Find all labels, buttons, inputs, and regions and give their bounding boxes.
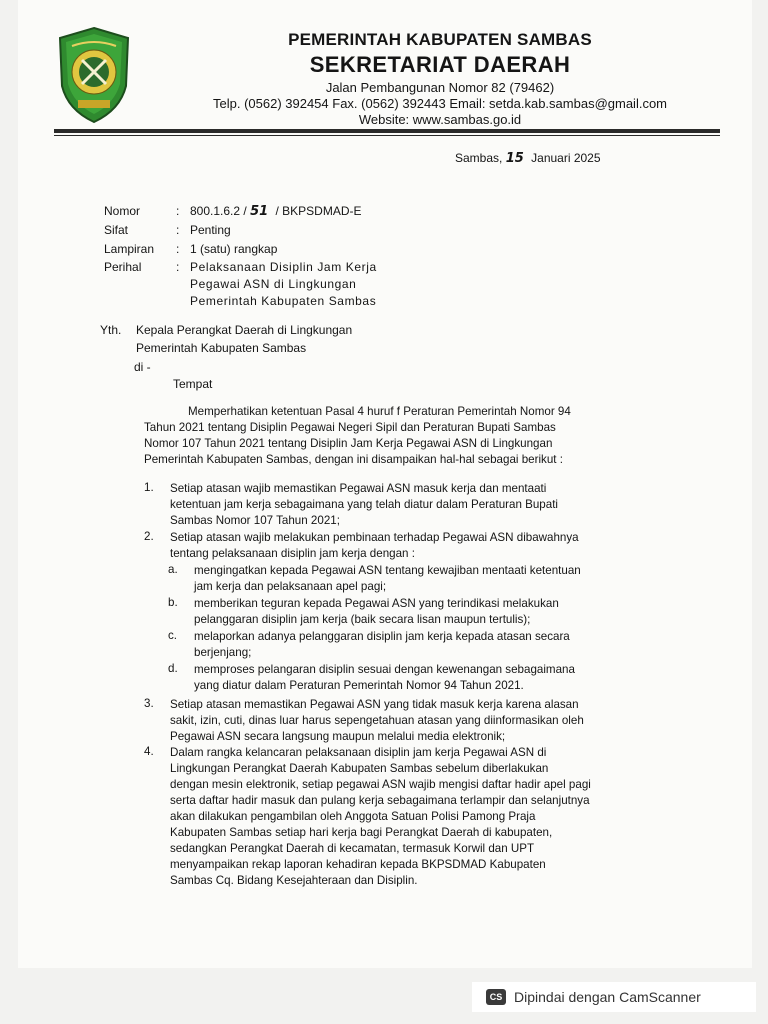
sub-item-b: b. memberikan teguran kepada Pegawai ASN yang terindikasi melakukan pelanggaran disiplin jam kerja (baik secara lisan maupun tertulis); [168,596,559,626]
list-item-1: 1. Setiap atasan wajib memastikan Pegawai ASN masuk kerja dan mentaati ketentuan jam kerja sebagaimana yang telah diatur dalam Peraturan Bupati Sambas Nomor 107 Tahun 2021; [144,481,558,527]
list-item-4: 4. Dalam rangka kelancaran pelaksanaan disiplin jam kerja Pegawai ASN di Lingkungan Perangkat Daerah Kabupaten Sambas sebelum diberlakukan dengan mesin elektronik, setiap pegawai ASN wajib mengisi daftar hadir apel pagi serta daftar hadir masuk dan pulang kerja sebagaimana terlampir dan selanjutnya akan dilakukan pengambilan oleh Anggota Satuan Polisi Pamong Praja Kabupaten Sambas setiap hari kerja bagi Perangkat Daerah di kabupaten, sedangkan Perangkat Daerah di kecamatan, termasuk Korwil dan UPT menyampaikan rekap laporan kehadiran kepada BKPSDMAD Kabupaten Sambas Cq. Bidang Kesejahteraan dan Disiplin. [144,745,591,887]
meta-sifat: Sifat : Penting [104,223,231,237]
header-government: PEMERINTAH KABUPATEN SAMBAS [288,30,592,49]
header-secretariat: SEKRETARIAT DAERAH [309,52,571,77]
date-month-year: Januari 2025 [531,151,601,165]
letter-date [455,151,601,166]
camscanner-watermark [472,982,756,1012]
header-address: Jalan Pembangunan Nomor 82 (79462) [325,80,555,95]
header-contact: Telp. (0562) 392454 Fax. (0562) 392443 Email: setda.kab.sambas@gmail.com [213,96,667,111]
meta-perihal: Perihal : Pelaksanaan Disiplin Jam Kerja Pegawai ASN di Lingkungan Pemerintah Kabupaten Sambas [104,260,377,308]
date-prefix: Sambas, [455,151,503,165]
nomor-prefix: 800.1.6.2 / [190,204,247,218]
nomor-handwritten: 51 [250,204,269,219]
header-rule-thin [54,135,720,136]
header-website: Website: www.sambas.go.id [358,112,522,127]
header-rule-thick [54,129,720,133]
list-item-2: 2. Setiap atasan wajib melakukan pembinaan terhadap Pegawai ASN dibawahnya tentang pelaksanaan disiplin jam kerja dengan : [144,530,579,560]
sub-item-d: d. memproses pelangaran disiplin sesuai dengan kewenangan sebagaimana yang diatur dalam Peraturan Pemerintah Nomor 94 Tahun 2021. [168,662,575,692]
sub-item-a: a. mengingatkan kepada Pegawai ASN tentang kewajiban mentaati ketentuan jam kerja dan pelaksanaan apel pagi; [168,563,581,593]
camscanner-label: Dipindai dengan CamScanner [514,989,701,1005]
date-day-handwritten: 15 [505,151,524,166]
meta-nomor: Nomor : 800.1.6.2 / 51 / BKPSDMAD-E [104,204,362,219]
sub-item-c: c. melaporkan adanya pelanggaran disiplin jam kerja kepada atasan secara berjenjang; [168,629,570,659]
camscanner-icon: CS [486,989,506,1005]
list-item-3: 3. Setiap atasan memastikan Pegawai ASN yang tidak masuk kerja karena alasan sakit, izin, cuti, dinas luar harus sepengetahuan atasan yang diinformasikan oleh Pegawai ASN secara langsung maupun melalui media elektronik; [144,697,584,743]
sambas-regency-emblem-icon [58,26,130,124]
meta-lampiran: Lampiran : 1 (satu) rangkap [104,242,278,256]
nomor-suffix: / BKPSDMAD-E [275,204,362,218]
intro-paragraph: Memperhatikan ketentuan Pasal 4 huruf f Peraturan Pemerintah Nomor 94 Tahun 2021 tentang Disiplin Pegawai Negeri Sipil dan Peraturan Bupati Sambas Nomor 107 Tahun 2021 tentang Disiplin Jam Kerja Pegawai ASN di Lingkungan Pemerintah Kabupaten Sambas, dengan ini disampaikan hal-hal sebagai berikut : [144,405,571,466]
recipient-block: Yth. Kepala Perangkat Daerah di Lingkungan Pemerintah Kabupaten Sambas di - Tempat [100,323,353,391]
